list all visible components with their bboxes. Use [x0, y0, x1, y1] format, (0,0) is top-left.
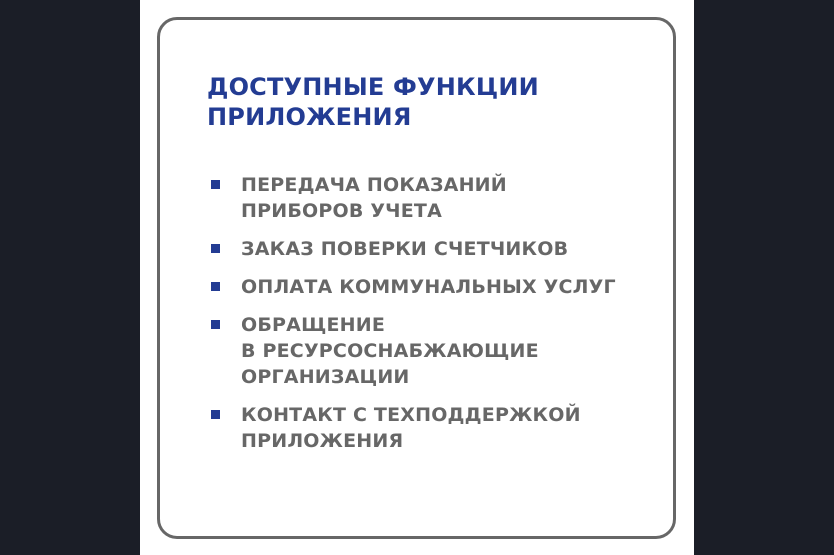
- feature-line: ПРИЛОЖЕНИЯ: [241, 430, 404, 452]
- feature-card: [157, 17, 676, 539]
- feature-line: ПРИБОРОВ УЧЕТА: [241, 200, 442, 222]
- feature-line: В РЕСУРСОСНАБЖАЮЩИЕ: [241, 340, 539, 362]
- square-bullet-icon: [211, 320, 220, 329]
- feature-line: ПЕРЕДАЧА ПОКАЗАНИЙ: [241, 174, 507, 196]
- square-bullet-icon: [211, 282, 220, 291]
- feature-line: ОРГАНИЗАЦИИ: [241, 366, 410, 388]
- feature-line: КОНТАКТ С ТЕХПОДДЕРЖКОЙ: [241, 404, 581, 426]
- square-bullet-icon: [211, 244, 220, 253]
- feature-line: ОПЛАТА КОММУНАЛЬНЫХ УСЛУГ: [241, 276, 616, 298]
- square-bullet-icon: [211, 410, 220, 419]
- feature-item-meter-verification: [207, 236, 647, 262]
- feature-item-support-contact: [207, 402, 647, 454]
- feature-item-resource-request: [207, 312, 647, 390]
- feature-title: [207, 72, 647, 132]
- title-line-1: ДОСТУПНЫЕ ФУНКЦИИ: [207, 73, 539, 101]
- feature-line: ОБРАЩЕНИЕ: [241, 314, 386, 336]
- title-line-2: ПРИЛОЖЕНИЯ: [207, 103, 412, 131]
- feature-list: [207, 172, 647, 466]
- feature-slide: [140, 0, 694, 555]
- feature-line: ЗАКАЗ ПОВЕРКИ СЧЕТЧИКОВ: [241, 238, 569, 260]
- square-bullet-icon: [211, 180, 220, 189]
- feature-item-meter-readings: [207, 172, 647, 224]
- feature-item-utility-payment: [207, 274, 647, 300]
